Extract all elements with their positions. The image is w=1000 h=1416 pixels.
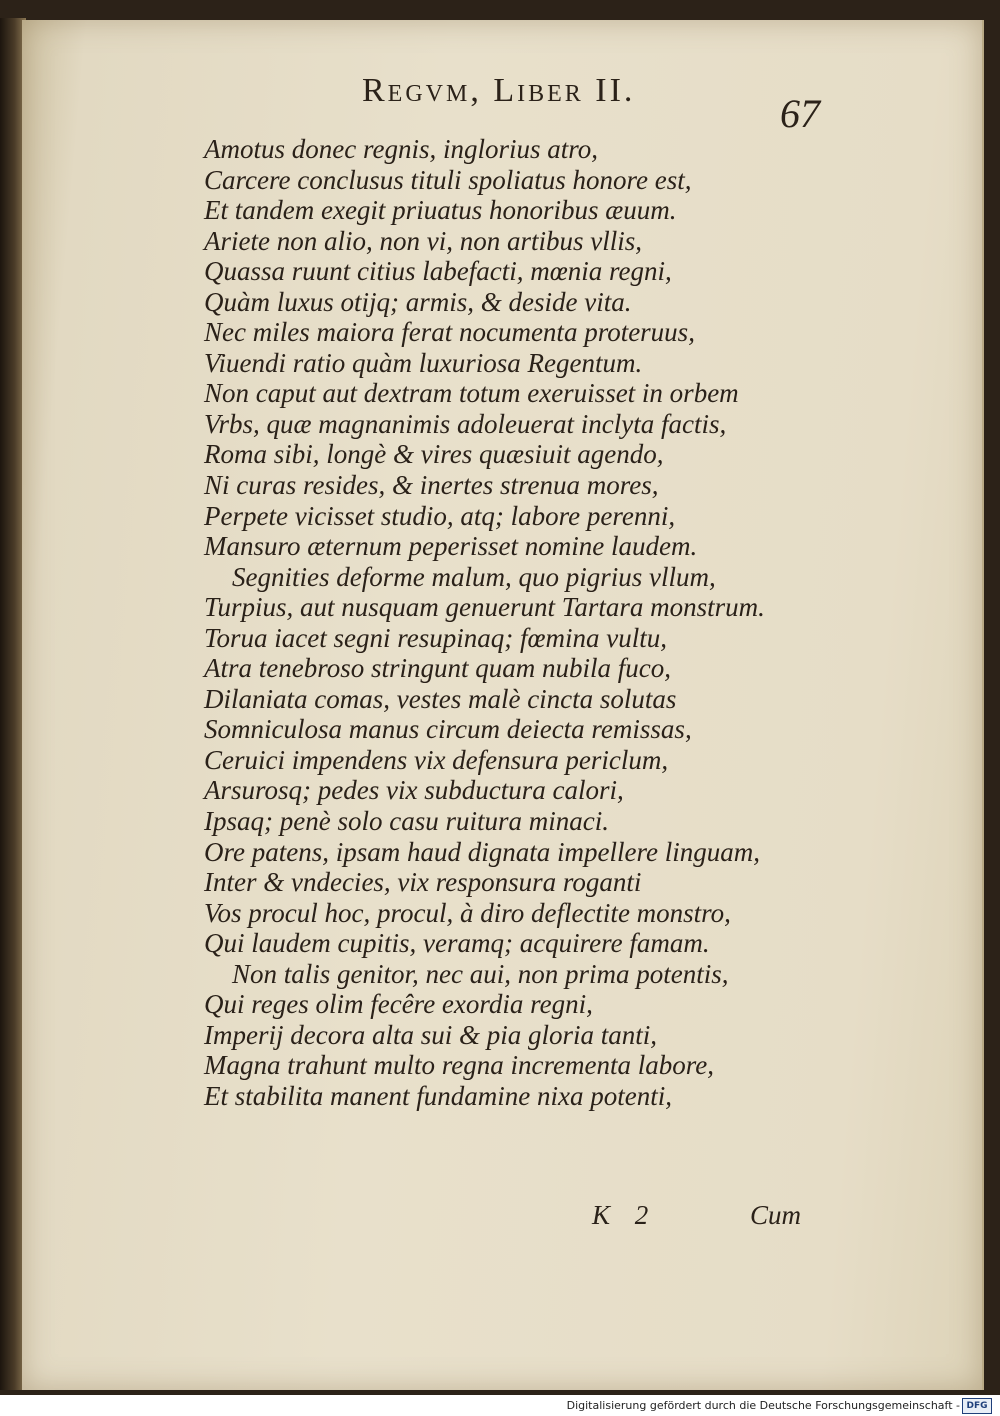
verse-line: Et tandem exegit priuatus honoribus æuum. bbox=[204, 195, 677, 226]
verse-line: Arsurosq; pedes vix subductura calori, bbox=[204, 775, 624, 806]
verse-line: Nec miles maiora ferat nocumenta proteruus, bbox=[204, 317, 695, 348]
verse-line: Turpius, aut nusquam genuerunt Tartara monstrum. bbox=[204, 592, 765, 623]
verse-line: Segnities deforme malum, quo pigrius vllum, bbox=[232, 561, 716, 592]
verse-line: Carcere conclusus tituli spoliatus honore est, bbox=[204, 164, 692, 195]
funding-credit: Digitalisierung gefördert durch die Deutsche Forschungsgemeinschaft - bbox=[566, 1399, 960, 1412]
verse-line: Vrbs, quæ magnanimis adoleuerat inclyta factis, bbox=[204, 408, 727, 439]
verse-line: Somniculosa manus circum deiecta remissas, bbox=[204, 714, 692, 745]
page-number: 67 bbox=[780, 91, 820, 136]
verse-line: Mansuro æternum peperisset nomine laudem. bbox=[204, 531, 698, 562]
verse-line: Non talis genitor, nec aui, non prima potentis, bbox=[232, 958, 729, 989]
verse-line: Amotus donec regnis, inglorius atro, bbox=[204, 134, 598, 164]
verse-line: Qui laudem cupitis, veramq; acquirere famam. bbox=[204, 928, 710, 959]
verse-line: Dilaniata comas, vestes malè cincta solutas bbox=[204, 683, 677, 714]
verse-line: Ni curas resides, & inertes strenua mores, bbox=[204, 470, 659, 501]
verse-line: Vos procul hoc, procul, à diro deflectite monstro, bbox=[204, 897, 731, 928]
verse-line: Torua iacet segni resupinaq; fœmina vultu, bbox=[204, 622, 667, 653]
verse-line: Magna trahunt multo regna incrementa labore, bbox=[204, 1050, 714, 1081]
verse-line: Ariete non alio, non vi, non artibus vllis, bbox=[204, 225, 642, 256]
signature-mark: K 2 bbox=[592, 1200, 649, 1230]
verse-line: Perpete vicisset studio, atq; labore perenni, bbox=[204, 500, 676, 531]
verse-line: Atra tenebroso stringunt quam nubila fuco, bbox=[204, 653, 671, 684]
verse-line: Inter & vndecies, vix responsura roganti bbox=[204, 867, 642, 898]
verse-line: Viuendi ratio quàm luxuriosa Regentum. bbox=[204, 347, 643, 378]
footer-bar bbox=[0, 1395, 1000, 1416]
dfg-logo: DFG bbox=[962, 1398, 992, 1414]
verse-text bbox=[204, 134, 844, 1112]
verse-line: Ceruici impendens vix defensura periclum, bbox=[204, 744, 669, 775]
verse-line: Quassa ruunt citius labefacti, mœnia regni, bbox=[204, 256, 672, 287]
verse-line: Et stabilita manent fundamine nixa potenti, bbox=[204, 1080, 672, 1111]
verse-line: Qui reges olim fecêre exordia regni, bbox=[204, 989, 593, 1020]
running-head: Regvm, Liber II. bbox=[362, 72, 636, 109]
book-page bbox=[22, 20, 984, 1390]
catchword: Cum bbox=[750, 1200, 802, 1230]
verse-line: Roma sibi, longè & vires quæsiuit agendo, bbox=[204, 439, 664, 470]
verse-line: Ipsaq; penè solo casu ruitura minaci. bbox=[204, 806, 609, 837]
verse-line: Ore patens, ipsam haud dignata impellere linguam, bbox=[204, 836, 760, 867]
verse-line: Quàm luxus otijq; armis, & deside vita. bbox=[204, 286, 632, 317]
verse-line: Non caput aut dextram totum exeruisset in orbem bbox=[204, 378, 739, 409]
verse-line: Imperij decora alta sui & pia gloria tanti, bbox=[204, 1019, 657, 1050]
